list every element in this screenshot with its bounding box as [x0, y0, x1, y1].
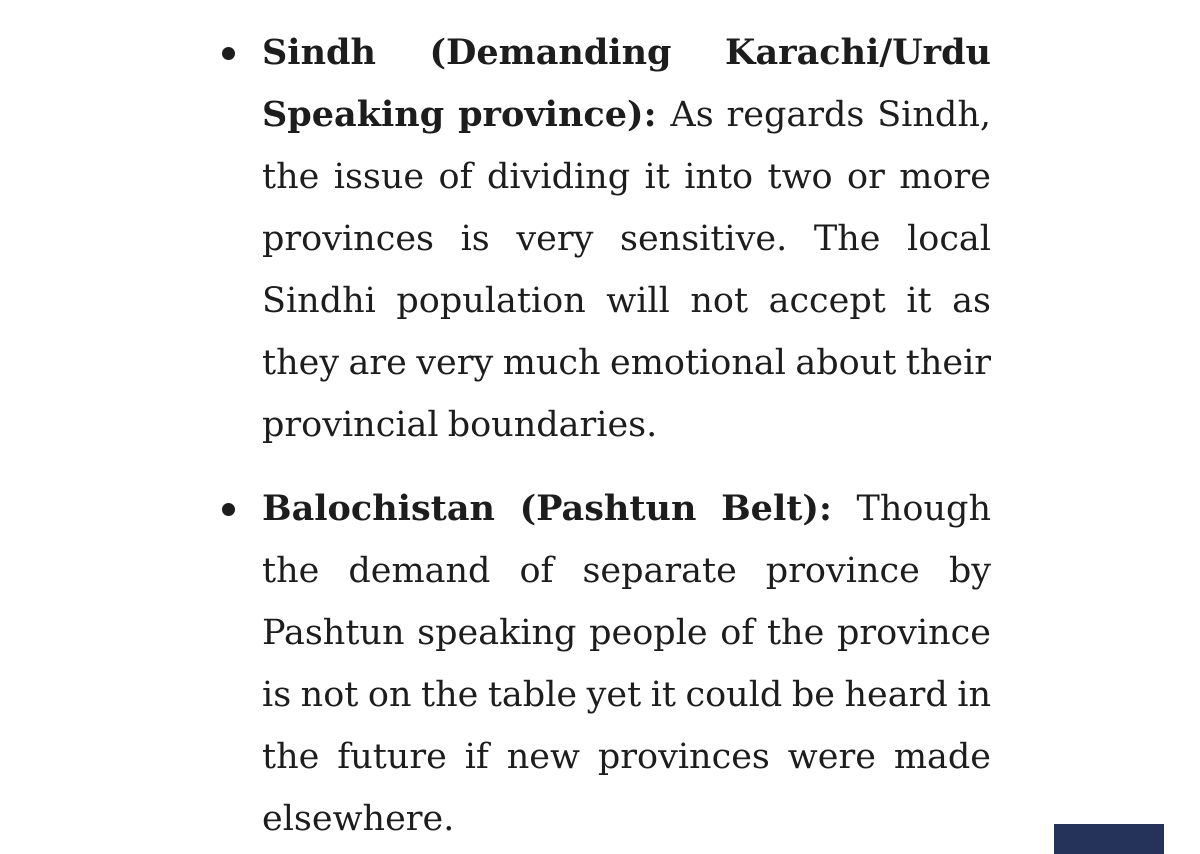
- bullet-item-sindh: [262, 22, 991, 456]
- bullet-dot-icon: [222, 47, 235, 60]
- scroll-to-top-button[interactable]: [1054, 824, 1164, 854]
- bullet-heading: Sindh (Demanding Karachi/Urdu Speaking province):: [262, 32, 991, 135]
- bullet-heading: Balochistan (Pashtun Belt):: [262, 488, 857, 529]
- bullet-text: Though the demand of separate province by Pashtun speaking people of the province is not on the table yet it could be heard in the future if new provinces were made elsewhere.: [262, 489, 991, 839]
- bullet-list: [262, 22, 991, 854]
- bullet-text: As regards Sindh, the issue of dividing it into two or more provinces is very sensitive. The local Sindhi population will not accept it as they are very much emotional about their provincial boundaries.: [262, 95, 991, 445]
- bullet-dot-icon: [222, 503, 235, 516]
- bullet-item-balochistan: [262, 478, 991, 850]
